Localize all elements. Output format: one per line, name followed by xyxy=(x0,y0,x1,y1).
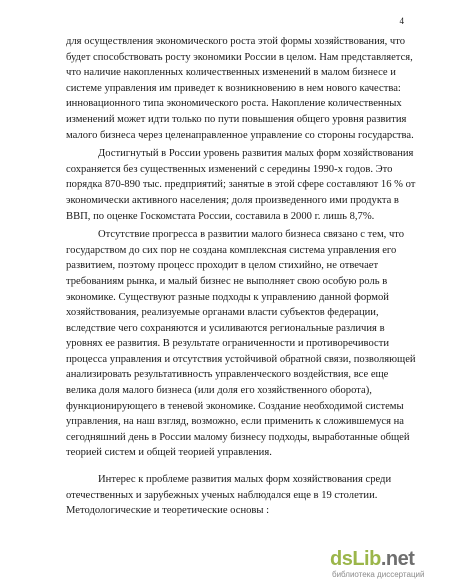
text-line: сегодняшний день в России малому бизнесу подходы, выработанные общей xyxy=(66,431,410,443)
watermark-logo-part1: dsLib xyxy=(330,548,381,570)
text-line: будет способствовать росту экономики России в целом. Нам представляется, xyxy=(66,51,413,63)
watermark-caption: библиотека диссертаций xyxy=(332,570,425,579)
text-line: экономике. Существуют разные подходы к управлению данной формой xyxy=(66,291,389,303)
paragraph-start-line: Достигнутый в России уровень развития малых форм хозяйствования xyxy=(98,148,414,160)
page-number: 4 xyxy=(399,16,404,26)
text-line: малого бизнеса через целенаправленное управление со стороны государства. xyxy=(66,129,414,141)
watermark-logo-part2: .net xyxy=(380,548,415,570)
text-line: функционирующего в теневой экономике. Создание необходимой системы xyxy=(66,400,404,412)
text-line: управления, на наш взгляд, возможно, если применить к сложившемуся на xyxy=(66,416,404,428)
text-line: экономически активного населения; доля произведенного ими продукта в xyxy=(66,194,399,206)
text-line: для осуществления экономического роста этой формы хозяйствования, что xyxy=(66,36,406,47)
text-line: требованиям рынка, и малый бизнес не выполняет свою особую роль в xyxy=(66,275,388,287)
text-line: уровнях ее развития. В результате ограниченности и противоречивости xyxy=(66,338,390,350)
paragraph-start-line: Интерес к проблеме развития малых форм хозяйствования среди xyxy=(98,474,392,486)
text-line: государством до сих пор не создана комплексная система управления его xyxy=(66,244,397,256)
text-line: порядка 870-890 тыс. предприятий; занятые в этой сфере составляют 16 % от xyxy=(66,179,416,191)
body-text xyxy=(66,34,416,519)
text-line: велика доля малого бизнеса (или доля его хозяйственного оборота), xyxy=(66,385,372,397)
text-line: ВВП, по оценке Госкомстата России, составила в 2000 г. лишь 8,7%. xyxy=(66,210,375,222)
text-line: сохраняется без существенных изменений с середины 1990-х годов. Это xyxy=(66,163,393,175)
watermark-logo xyxy=(330,548,414,570)
text-line: изменений может идти только по пути повышения общего уровня развития xyxy=(66,113,407,125)
text-line: системе управления им приведет к возникновению в нем нового качества: xyxy=(66,82,401,94)
text-line: Методологические и теоретические основы : xyxy=(66,505,270,517)
text-line: инновационного типа экономического роста. Накопление количественных xyxy=(66,98,402,110)
text-line: вследствие чего сохраняются и усиливаются региональные различия в xyxy=(66,322,385,334)
text-line: анализировать результативность управленческого воздействия, все еще xyxy=(66,369,389,381)
text-line: хозяйствования, реализуемые органами власти субъектов федерации, xyxy=(66,307,379,319)
text-line: отечественных и зарубежных ученых наблюдался еще в 19 столетии. xyxy=(66,489,378,501)
text-line: процесса управления и отсутствия устойчивой обратной связи, позволяющей xyxy=(66,353,416,365)
text-line: теорией систем и общей теорией управления. xyxy=(66,447,272,459)
paragraph-start-line: Отсутствие прогресса в развитии малого бизнеса связано с тем, что xyxy=(98,229,405,241)
text-line: что наличие накопленных количественных изменений в малом бизнесе и xyxy=(66,67,396,79)
text-line: развитием, поэтому процесс проходит в целом стихийно, не отвечает xyxy=(66,260,379,272)
watermark xyxy=(330,548,450,582)
